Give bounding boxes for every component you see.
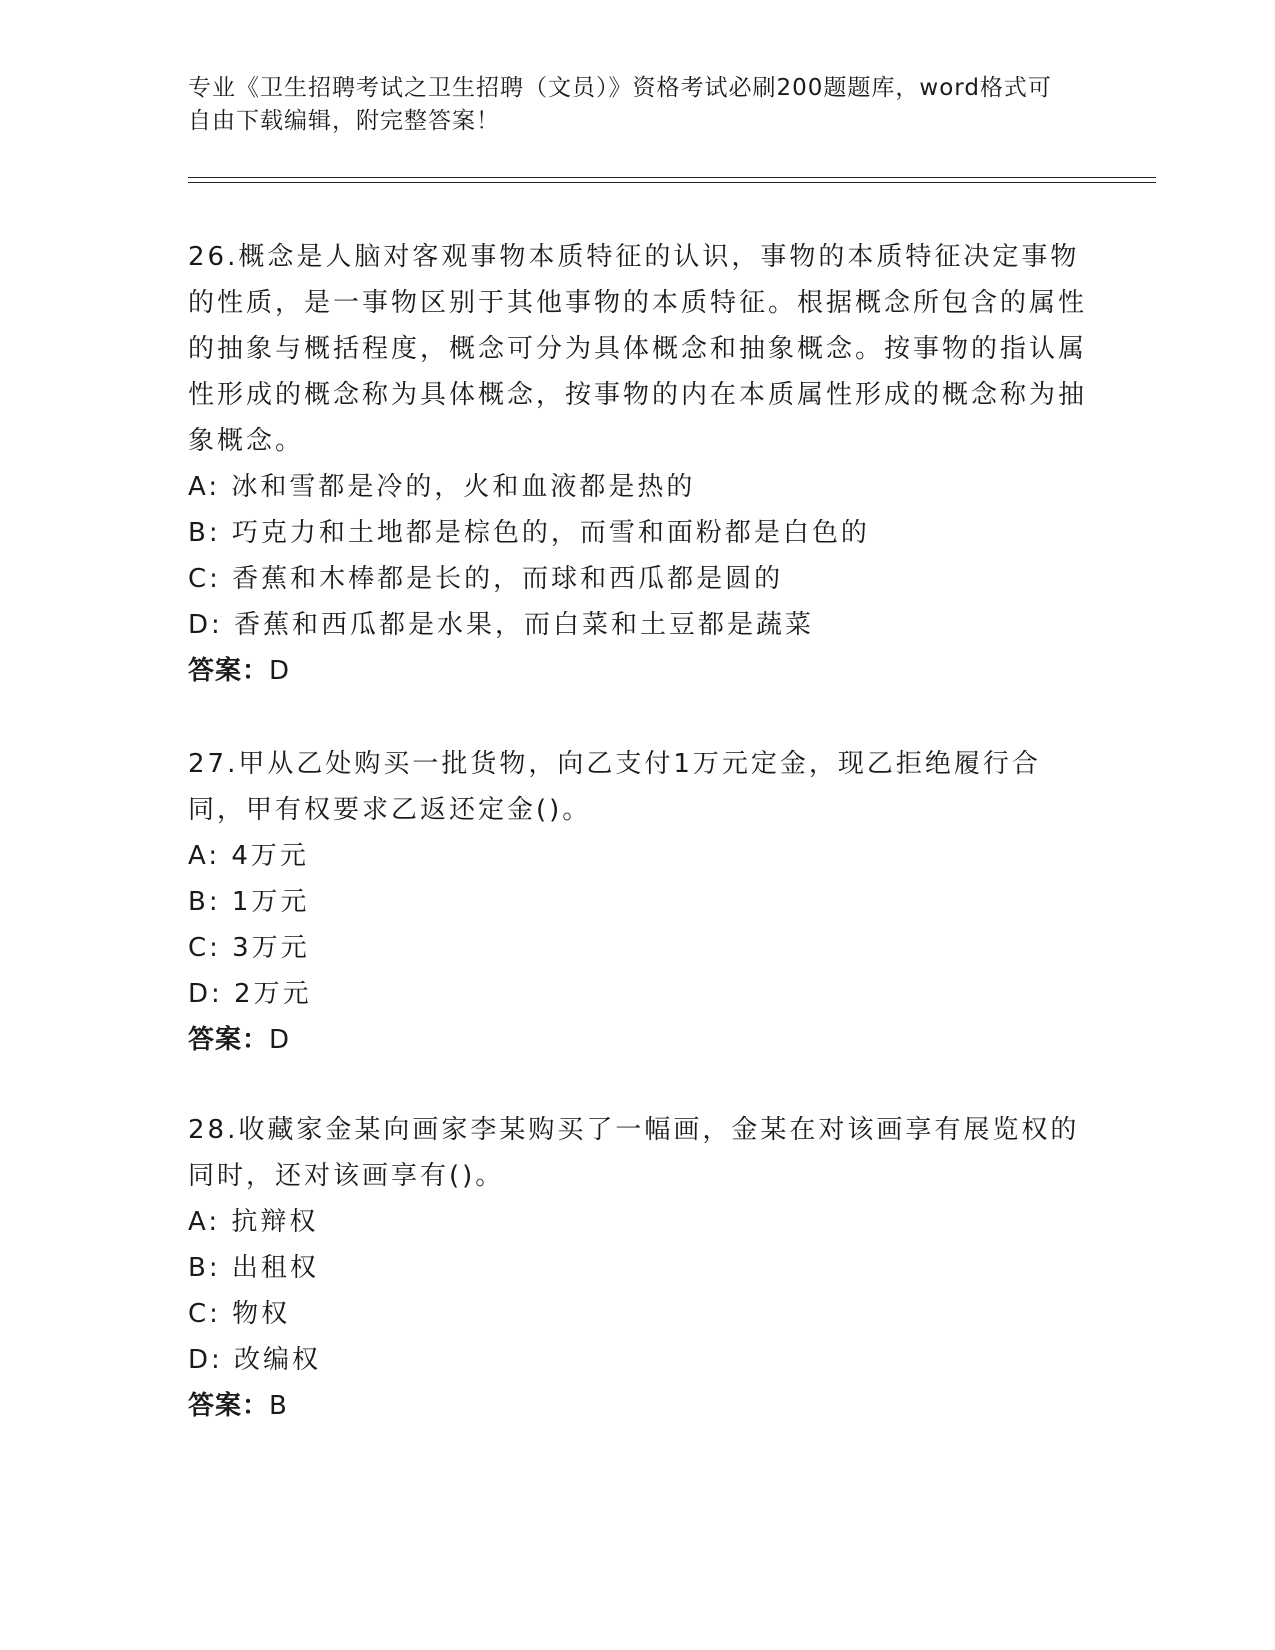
option-b: B: 巧克力和土地都是棕色的，而雪和面粉都是白色的: [188, 518, 870, 548]
option-c: C: 3万元: [188, 933, 310, 963]
option-a: A: 抗辩权: [188, 1207, 319, 1237]
answer: [188, 648, 1088, 694]
option-a: A: 冰和雪都是冷的，火和血液都是热的: [188, 472, 696, 502]
option-d: D: 香蕉和西瓜都是水果，而白菜和土豆都是蔬菜: [188, 610, 815, 640]
answer: [188, 1017, 1088, 1063]
header-divider-top: [188, 177, 1156, 178]
header-divider-bottom: [188, 182, 1156, 183]
answer-value: D: [269, 656, 291, 686]
option-d: D: 改编权: [188, 1345, 322, 1375]
answer-label: 答案：: [188, 1025, 270, 1055]
answer-value: D: [269, 1025, 291, 1055]
option-a: A: 4万元: [188, 841, 309, 871]
option-b: B: 1万元: [188, 887, 310, 917]
option-c: C: 香蕉和木棒都是长的，而球和西瓜都是圆的: [188, 564, 784, 594]
answer-label: 答案：: [188, 656, 270, 686]
question-stem: 26.概念是人脑对客观事物本质特征的认识，事物的本质特征决定事物的性质，是一事物区别于其他事物的本质特征。根据概念所包含的属性的抽象与概括程度，概念可分为具体概念和抽象概念。按事物的指认属性形成的概念称为具体概念，按事物的内在本质属性形成的概念称为抽象概念。: [188, 242, 1088, 456]
option-d: D: 2万元: [188, 979, 312, 1009]
answer-label: 答案：: [188, 1391, 270, 1421]
question-stem: 27.甲从乙处购买一批货物，向乙支付1万元定金，现乙拒绝履行合同，甲有权要求乙返还定金()。: [188, 749, 1041, 825]
question-26: [188, 234, 1088, 694]
document-header: 专业《卫生招聘考试之卫生招聘（文员）》资格考试必刷200题题库，word格式可自由下载编辑，附完整答案！: [188, 75, 1052, 134]
option-b: B: 出租权: [188, 1253, 319, 1283]
question-28: [188, 1107, 1088, 1429]
answer-value: B: [269, 1391, 288, 1421]
question-stem: 28.收藏家金某向画家李某购买了一幅画，金某在对该画享有展览权的同时，还对该画享有()。: [188, 1115, 1080, 1191]
question-27: [188, 741, 1088, 1063]
answer: [188, 1383, 1088, 1429]
option-c: C: 物权: [188, 1299, 291, 1329]
